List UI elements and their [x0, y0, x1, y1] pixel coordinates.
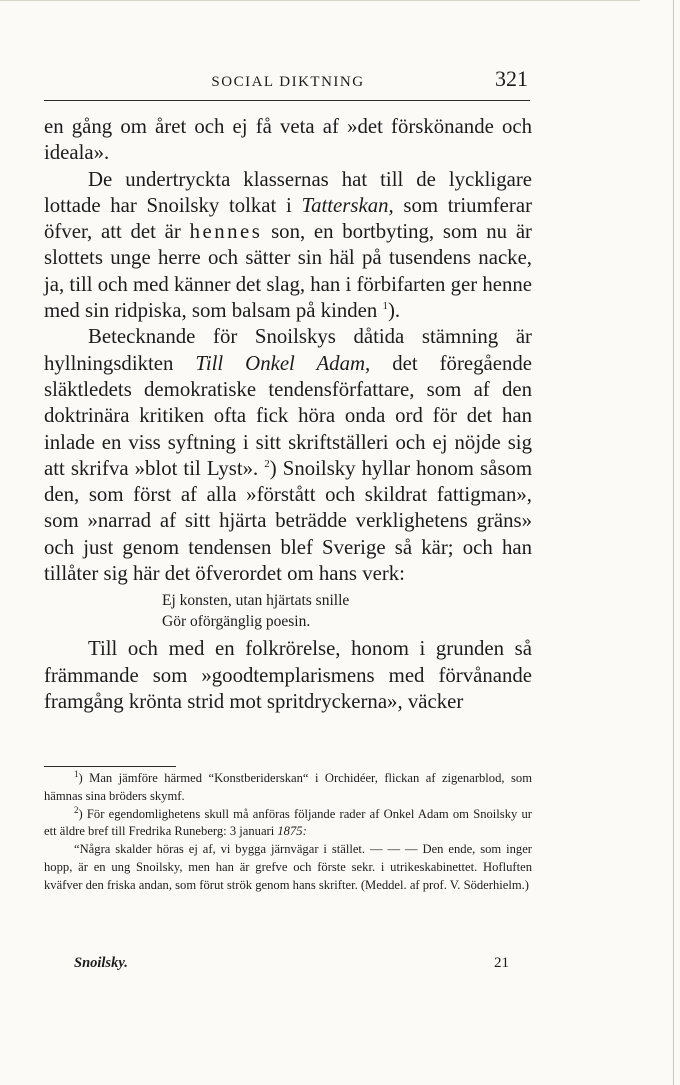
footnote-2-quote-text: “Några skalder höras ej af, vi bygga järnvägar i stället. — — — Den ende, som inger hopp, är en ung Snoilsky, men han är grefve och förste sekr. i utrikeskabinettet. Hofluften kväfver den friska andan, som förut strök genom hans skrifter. (Meddel. af prof. V. Söderhielm.)	[44, 842, 532, 892]
footnote-1	[44, 770, 532, 806]
footnote-1-mark: 1	[74, 769, 79, 779]
footnote-2-mark: 2	[74, 804, 79, 815]
poem-line-2: Gör oförgänglig poesin.	[162, 613, 311, 631]
paragraph-2-text-a: De undertryckta klassernas hat till de lyckligare lottade har Snoilsky tolkat i	[44, 167, 532, 217]
footnotes	[44, 770, 532, 895]
paragraph-4	[44, 636, 532, 715]
poem-quote	[162, 590, 532, 632]
emphasis-hennes: hennes	[189, 220, 263, 244]
header-rule	[44, 100, 530, 101]
signature-number: 21	[494, 955, 509, 971]
paragraph-3-text-b: det föregående släktledets demokratiske tendensförfattare, som af den doktrinära kritiken ofta fick höra onda ord för det han inlade en viss syftning i sitt skriftställeri och ej nöjde sig att skrifva »blot til Lyst».	[44, 351, 532, 480]
paragraph-2-text-b: som triumferar öfver, att det är	[44, 193, 532, 244]
paragraph-2	[44, 167, 532, 325]
work-title-onkel-adam: Till Onkel Adam,	[195, 351, 371, 375]
footnote-2-text: ) För egendomlighetens skull må anföras följande rader af Onkel Adam om Snoilsky ur ett äldre bref till Fredrika Runeberg: 3 januari	[44, 806, 532, 839]
signature-mark: Snoilsky.	[74, 955, 128, 971]
body-text	[44, 114, 532, 715]
footnote-2-quote	[44, 841, 532, 894]
page-header	[44, 64, 532, 96]
footnote-1-text: ) Man jämföre härmed “Konstberiderskan“ i Orchidéer, flickan af zigenarblod, som hämnas sina bröders skymf.	[44, 771, 532, 803]
footnote-ref-2: 2	[264, 457, 270, 470]
footnote-2-date: 1875:	[277, 824, 307, 839]
footnote-2	[44, 806, 532, 842]
paragraph-1	[44, 114, 532, 167]
right-edge-line	[673, 0, 674, 1085]
page-number: 321	[495, 66, 528, 91]
running-head: SOCIAL DIKTNING	[211, 74, 365, 90]
paragraph-4-text: Till och med en folkrörelse, honom i grunden så främmande som »goodtemplarismens med förvånande framgång krönta strid mot spritdryckerna», väcker	[44, 637, 532, 713]
paragraph-3	[44, 324, 532, 587]
work-title-tatterskan: Tatterskan,	[301, 193, 394, 217]
footnote-ref-1: 1	[382, 300, 388, 313]
footnote-rule	[44, 766, 176, 767]
paragraph-2-text-d: ).	[387, 299, 401, 323]
top-edge-line	[0, 0, 640, 1]
paragraph-1-text: en gång om året och ej få veta af »det förskönande och ideala».	[44, 115, 532, 165]
paragraph-3-text-a: Betecknande för Snoilskys dåtida stämning är hyllningsdikten	[44, 325, 532, 375]
paragraph-2-text-c: son, en bortbyting, som nu är slottets unge herre och sätter sin häl på tusendens nacke, ja, till och med känner det slag, han i förbifarten ger henne med sin ridpiska, som balsam på kinden	[44, 220, 532, 323]
paragraph-3-text-c: ) Snoilsky hyllar honom såsom den, som först af alla »förstått och skildrat fattigman», som »narrad af sitt hjärta beträdde verklighetens gräns» och just genom tendensen blef Sverige så kär; och han tillåter sig här det öfverordet om hans verk:	[44, 456, 532, 586]
poem-line-1: Ej konsten, utan hjärtats snille	[162, 592, 350, 610]
